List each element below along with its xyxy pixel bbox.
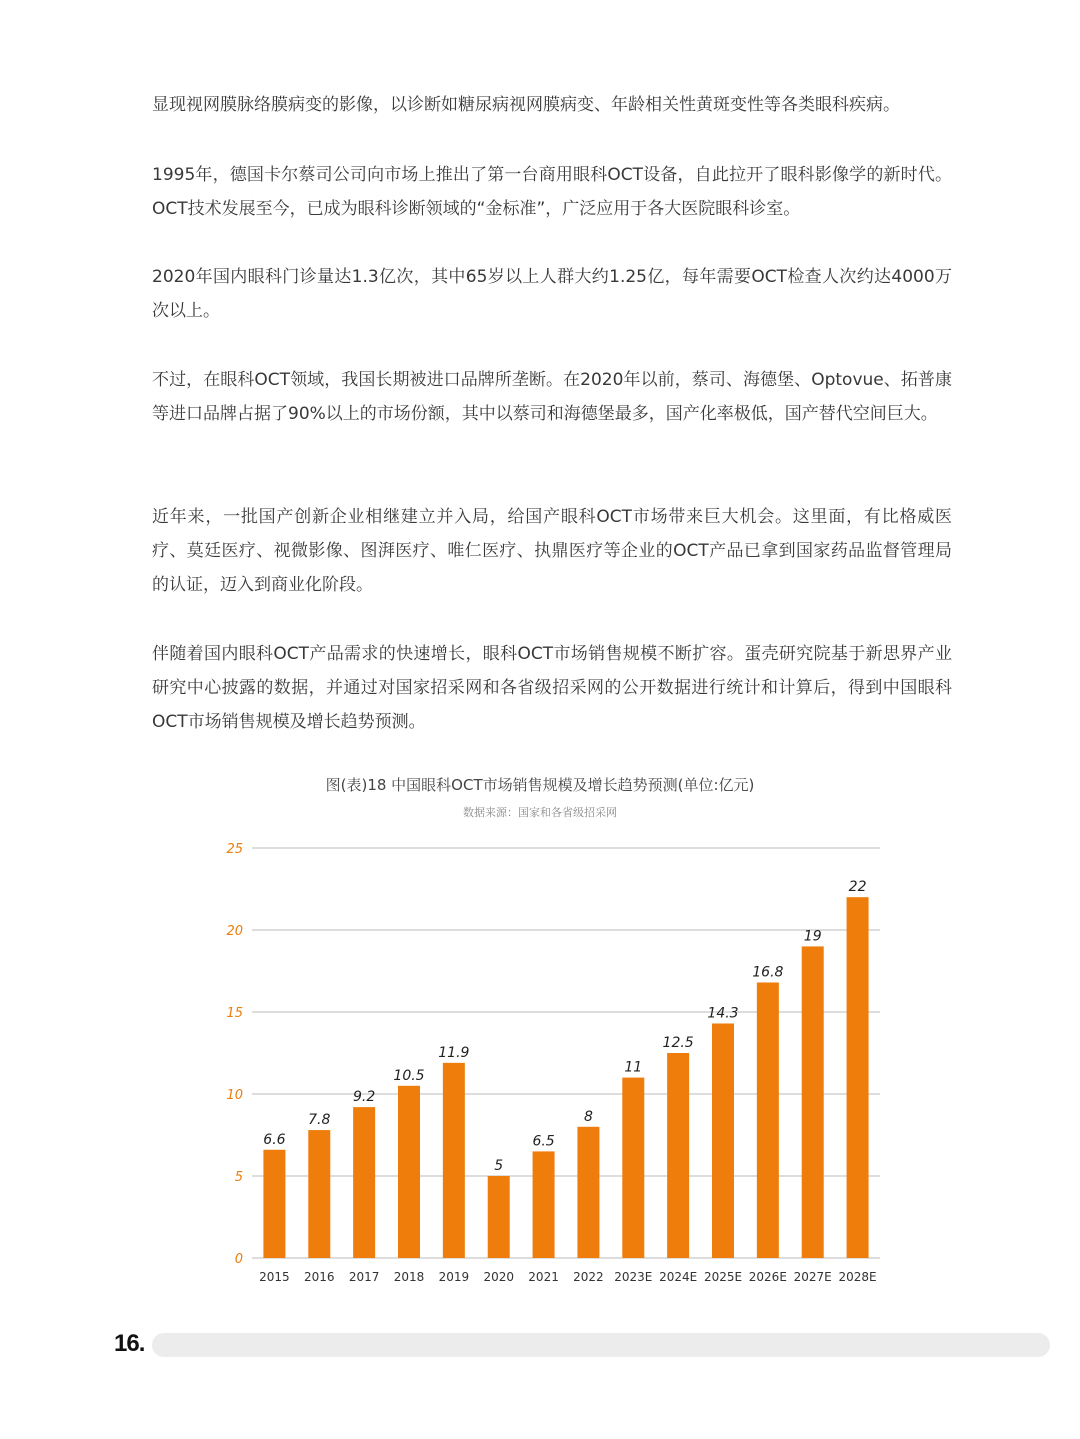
- bar-value-label: 12.5: [662, 1035, 694, 1051]
- bar: [802, 946, 824, 1258]
- bar-value-label: 6.5: [532, 1133, 555, 1150]
- y-tick-label: 15: [226, 1006, 243, 1021]
- bar-value-label: 10.5: [393, 1067, 425, 1084]
- x-tick-label: 2027E: [793, 1270, 832, 1284]
- figure-title: 图(表)18 中国眼科OCT市场销售规模及增长趋势预测(单位:亿元): [325, 776, 755, 794]
- x-tick-label: 2025E: [703, 1270, 743, 1284]
- y-tick-label: 25: [226, 842, 243, 857]
- bar: [712, 1023, 734, 1258]
- bar-value-label: 11.9: [438, 1044, 470, 1061]
- bar: [533, 1151, 555, 1258]
- bar-value-label: 5: [494, 1158, 504, 1174]
- y-tick-label: 20: [226, 924, 243, 939]
- bar: [308, 1130, 330, 1258]
- bar: [488, 1176, 510, 1258]
- bar-value-label: 6.6: [263, 1131, 286, 1148]
- bar: [667, 1053, 689, 1258]
- paragraph-5: 近年来，一批国产创新企业相继建立并入局，给国产眼科OCT市场带来巨大机会。这里面，有比格威医疗、莫廷医疗、视微影像、图湃医疗、唯仁医疗、执鼎医疗等企业的OCT产品已拿到国家药品监督管理局的认证，迈入到商业化阶段。: [152, 507, 952, 595]
- x-tick-label: 2020: [483, 1270, 514, 1284]
- bar-value-label: 11: [624, 1059, 643, 1076]
- paragraph-4: 不过，在眼科OCT领域，我国长期被进口品牌所垄断。在2020年以前，蔡司、海德堡、Optovue、拓普康等进口品牌占据了90%以上的市场份额，其中以蔡司和海德堡最多，国产化率极低，国产替代空间巨大。: [152, 370, 952, 424]
- bar: [398, 1086, 420, 1258]
- x-tick-label: 2021: [528, 1270, 559, 1284]
- x-tick-label: 2026E: [748, 1270, 787, 1284]
- bar-value-label: 9.2: [353, 1089, 376, 1106]
- bar-value-label: 19: [803, 928, 822, 945]
- bar-value-label: 7.8: [308, 1112, 331, 1129]
- x-tick-label: 2023E: [614, 1270, 653, 1284]
- x-tick-label: 2022: [573, 1270, 604, 1284]
- footer-bar: [152, 1333, 1050, 1357]
- x-tick-label: 2018: [393, 1270, 425, 1284]
- bar: [263, 1150, 285, 1258]
- bar-value-label: 14.3: [707, 1005, 739, 1022]
- x-tick-label: 2015: [259, 1270, 290, 1284]
- bar-value-label: 8: [583, 1108, 593, 1125]
- figure-source: 数据来源：国家和各省级招采网: [463, 806, 617, 819]
- paragraph-1: 显现视网膜脉络膜病变的影像，以诊断如糖尿病视网膜病变、年龄相关性黄斑变性等各类眼科疾病。: [152, 95, 900, 115]
- bar: [757, 982, 779, 1258]
- paragraph-6: 伴随着国内眼科OCT产品需求的快速增长，眼科OCT市场销售规模不断扩容。蛋壳研究院基于新思界产业研究中心披露的数据，并通过对国家招采网和各省级招采网的公开数据进行统计和计算后，得到中国眼科OCT市场销售规模及增长趋势预测。: [152, 644, 952, 732]
- paragraph-2: 1995年，德国卡尔蔡司公司向市场上推出了第一台商用眼科OCT设备，自此拉开了眼科影像学的新时代。OCT技术发展至今，已成为眼科诊断领域的“金标准”，广泛应用于各大医院眼科诊室。: [152, 165, 952, 219]
- x-tick-label: 2016: [304, 1270, 335, 1284]
- paragraph-3: 2020年国内眼科门诊量达1.3亿次，其中65岁以上人群大约1.25亿，每年需要OCT检查人次约达4000万次以上。: [152, 267, 952, 321]
- bar: [847, 897, 869, 1258]
- x-tick-label: 2019: [438, 1270, 470, 1284]
- y-tick-label: 5: [234, 1170, 243, 1185]
- bar: [353, 1107, 375, 1258]
- bar-value-label: 22: [848, 879, 867, 896]
- x-tick-label: 2017: [348, 1270, 380, 1284]
- x-tick-label: 2024E: [659, 1270, 698, 1284]
- bar-value-label: 16.8: [752, 964, 784, 981]
- bar: [443, 1063, 465, 1258]
- x-tick-label: 2028E: [838, 1270, 877, 1284]
- y-tick-label: 0: [234, 1252, 243, 1267]
- y-tick-label: 10: [226, 1088, 243, 1103]
- page-number: 16.: [114, 1330, 145, 1357]
- bar: [622, 1078, 644, 1258]
- bar: [577, 1127, 599, 1258]
